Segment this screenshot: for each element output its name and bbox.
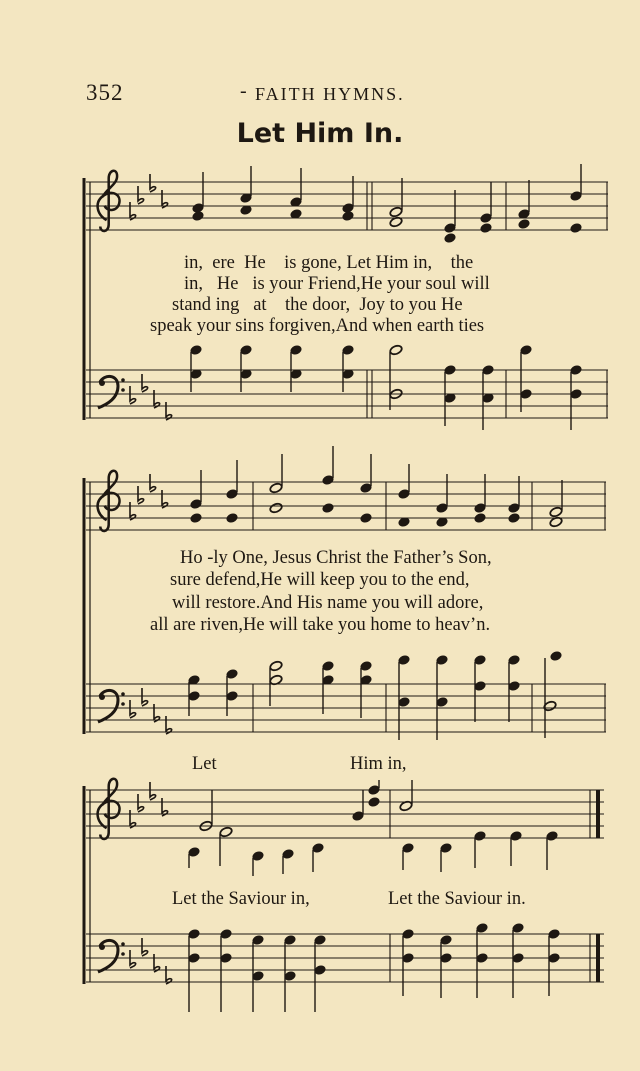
running-title: FAITH HYMNS. (255, 84, 405, 104)
system-3-lower-words-1: Let the Saviour in, (172, 889, 310, 909)
system-1-lyric-line-3: stand ing at the door, Joy to you He (172, 295, 463, 315)
page-number: 352 (86, 80, 124, 105)
header-dash: - (240, 80, 247, 102)
system-3-clefs (98, 779, 172, 984)
system-1-lyric-line-4: speak your sins forgiven,And when earth ties (150, 316, 485, 336)
system-3-upper-word-let: Let (192, 754, 217, 774)
system-2-lyric-line-4: all are riven,He will take you home to heav’n. (150, 615, 491, 635)
system-3-upper-word-him-in: Him in, (350, 754, 407, 774)
system-3-lower-words-2: Let the Saviour in. (388, 889, 526, 909)
system-2-clefs (98, 471, 172, 734)
system-1-clefs (98, 171, 172, 420)
system-2-lyric-line-2: sure defend,He will keep you to the end, (170, 570, 470, 590)
system-1-lyric-line-1: in, ere He is gone, Let Him in, the (184, 253, 474, 273)
hymn-title: Let Him In. (236, 118, 404, 149)
system-2-lyric-line-3: will restore.And His name you will adore, (172, 593, 484, 613)
system-1-lyric-line-2: in, He is your Friend,He your soul will (184, 274, 490, 294)
system-2-lyric-line-1: Ho -ly One, Jesus Christ the Father’s Son, (180, 548, 492, 568)
